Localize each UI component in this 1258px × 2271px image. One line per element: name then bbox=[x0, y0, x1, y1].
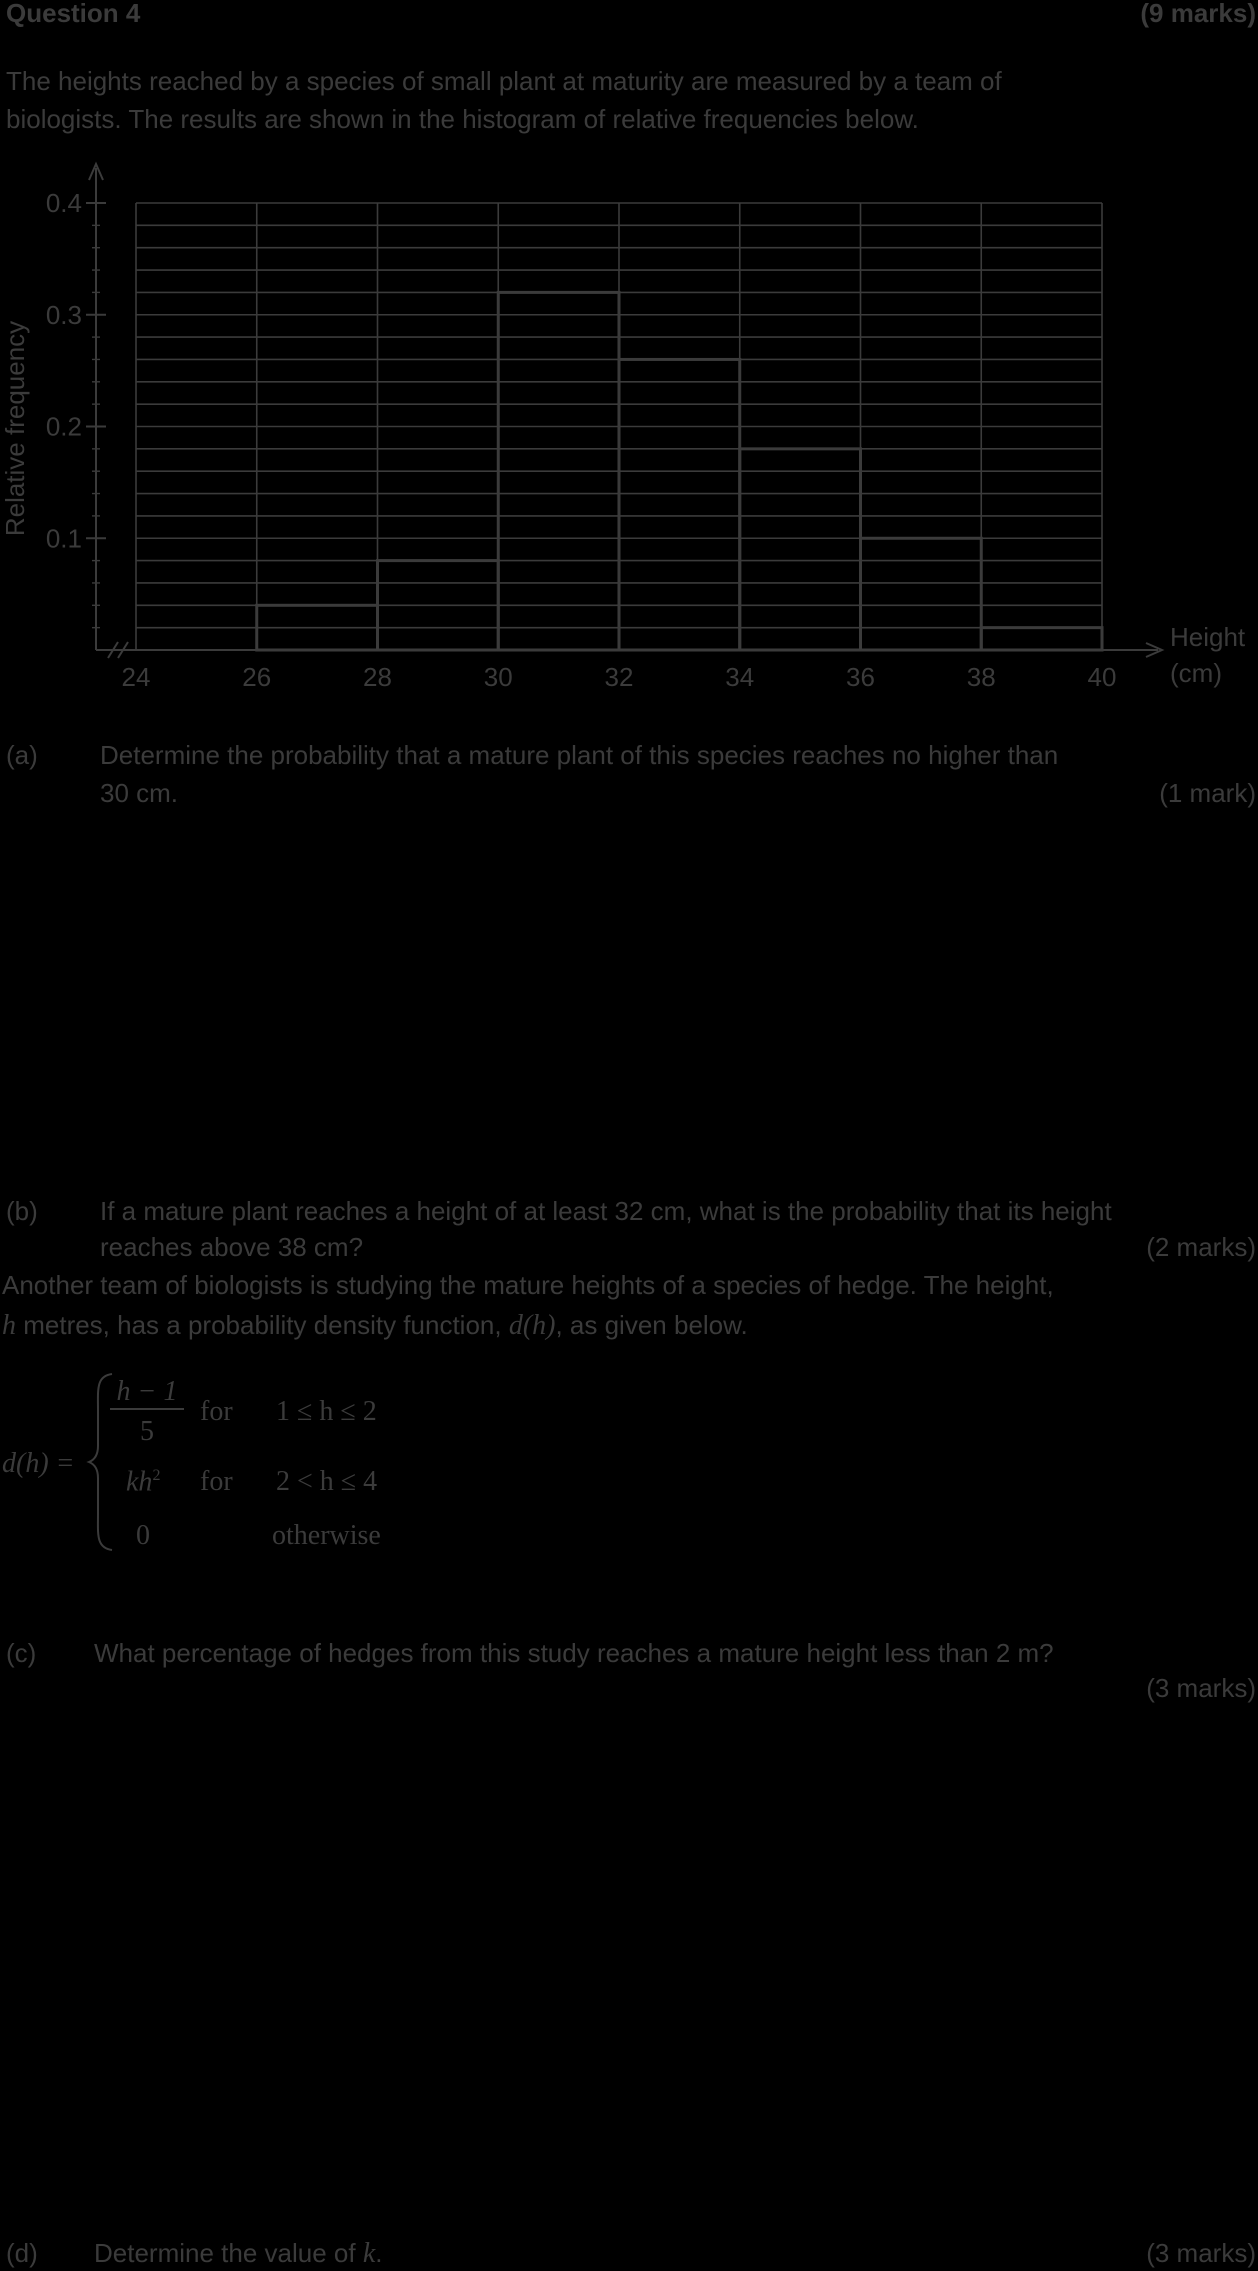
part-d-marks: (3 marks) bbox=[1146, 2238, 1256, 2268]
x-tick-label: 28 bbox=[363, 662, 392, 692]
part-b-line-2: reaches above 38 cm? bbox=[100, 1232, 364, 1262]
part-c-label: (c) bbox=[6, 1638, 37, 1668]
pdf-row1-numerator: h − 1 bbox=[116, 1376, 178, 1407]
pdf-row2-for: for bbox=[200, 1466, 233, 1497]
part-b-label: (b) bbox=[6, 1196, 38, 1226]
part-c-marks: (3 marks) bbox=[1146, 1673, 1256, 1703]
part-d-text bbox=[94, 2240, 382, 2268]
intro-line-2: biologists. The results are shown in the histogram of relative frequencies below. bbox=[6, 104, 919, 134]
hedge-intro-line-2 bbox=[2, 1312, 748, 1340]
part-b-marks: (2 marks) bbox=[1146, 1232, 1256, 1262]
hedge-intro-end: , as given below. bbox=[555, 1310, 748, 1340]
part-a-marks: (1 mark) bbox=[1159, 778, 1256, 808]
pdf-row1-denominator: 5 bbox=[140, 1416, 154, 1447]
part-a-line-1: Determine the probability that a mature plant of this species reaches no higher than bbox=[100, 740, 1059, 770]
part-d-label: (d) bbox=[6, 2238, 38, 2268]
y-tick-label: 0.4 bbox=[45, 188, 82, 218]
x-tick-label: 40 bbox=[1087, 662, 1117, 692]
part-d-prompt: Determine the value of bbox=[94, 2238, 363, 2268]
x-tick-label: 36 bbox=[846, 662, 875, 692]
hedge-intro-line-1: Another team of biologists is studying the mature heights of a species of hedge. The height, bbox=[2, 1270, 1054, 1300]
histogram-bar bbox=[740, 449, 861, 650]
chart-axes bbox=[89, 164, 1162, 658]
pdf-row2-base: kh bbox=[126, 1466, 153, 1498]
part-c-line-1: What percentage of hedges from this study reaches a mature height less than 2 m? bbox=[94, 1638, 1054, 1668]
y-tick-label: 0.3 bbox=[45, 299, 82, 330]
pdf-row1-for: for bbox=[200, 1396, 233, 1427]
pdf-row2-exponent: 2 bbox=[152, 1467, 161, 1484]
x-tick-label: 34 bbox=[725, 662, 755, 692]
histogram-bar bbox=[619, 359, 740, 650]
part-a-line-2: 30 cm. bbox=[100, 778, 179, 808]
pdf-row3-expression: 0 bbox=[136, 1520, 150, 1551]
relative-frequency-histogram bbox=[0, 160, 1258, 700]
k-variable: k bbox=[362, 2238, 376, 2269]
x-axis-title: Height bbox=[1170, 622, 1246, 652]
histogram-bar bbox=[981, 628, 1102, 650]
x-tick-label: 38 bbox=[966, 662, 996, 692]
part-b-line-1: If a mature plant reaches a height of at least 32 cm, what is the probability that its height bbox=[100, 1196, 1112, 1226]
chart-labels bbox=[0, 188, 1246, 692]
x-tick-label: 24 bbox=[121, 662, 151, 692]
pdf-row2-condition: 2 < h ≤ 4 bbox=[276, 1466, 378, 1497]
x-tick-label: 32 bbox=[604, 662, 634, 692]
part-a-label: (a) bbox=[6, 740, 38, 770]
x-tick-label: 30 bbox=[483, 662, 513, 692]
part-d-end: . bbox=[375, 2238, 383, 2268]
x-axis-title: (cm) bbox=[1170, 658, 1222, 688]
density-function-name: d(h) bbox=[508, 1310, 556, 1341]
question-title: Question 4 bbox=[6, 0, 141, 28]
h-variable: h bbox=[2, 1310, 16, 1341]
histogram-bar bbox=[861, 538, 982, 650]
total-marks: (9 marks) bbox=[1140, 0, 1256, 28]
y-tick-label: 0.2 bbox=[45, 411, 82, 442]
pdf-row3-condition: otherwise bbox=[272, 1520, 381, 1551]
fraction-bar bbox=[110, 1408, 184, 1410]
pdf-row2-expression bbox=[126, 1468, 160, 1496]
hedge-intro-text: metres, has a probability density function, bbox=[16, 1310, 509, 1340]
intro-line-1: The heights reached by a species of small plant at maturity are measured by a team of bbox=[6, 66, 1002, 96]
pdf-lhs: d(h) = bbox=[2, 1448, 75, 1479]
pdf-row1-condition: 1 ≤ h ≤ 2 bbox=[276, 1396, 377, 1427]
x-tick-label: 26 bbox=[242, 662, 272, 692]
y-axis-title: Relative frequency bbox=[0, 320, 30, 537]
y-tick-label: 0.1 bbox=[45, 523, 82, 554]
